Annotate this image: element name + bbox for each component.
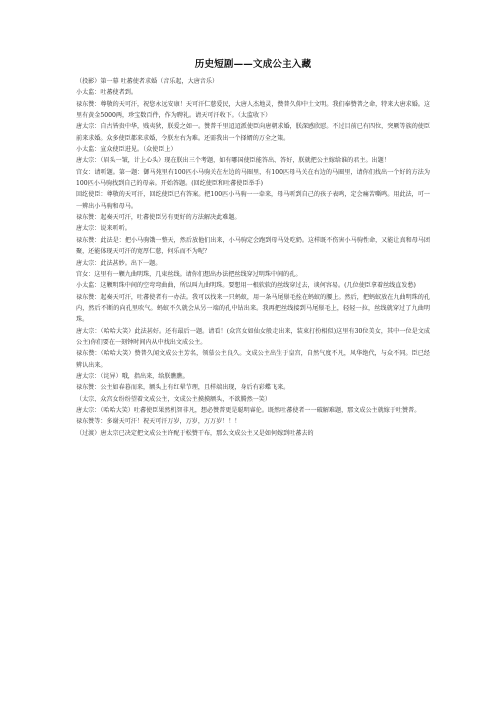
paragraph: 禄东赞等：多谢天可汗！祝天可汗万岁，万岁，万万岁！！！ bbox=[76, 418, 241, 426]
paragraph: 唐太宗：（诧异）哦，指出来，给朕瞧瞧。 bbox=[76, 372, 189, 380]
paragraph: （太宗、众宫女纷纷望着文成公主，文成公主摸摸额头，不欲腾然一笑） bbox=[76, 395, 271, 403]
paragraph: （过渡）唐太宗已决定把文成公主许配于松赞干布，那么文成公主又是如何嫁到吐蕃去的 bbox=[76, 429, 314, 437]
paragraph: 禄东赞：起奏天可汗，吐蕃使臣另有更好的方法解决此难题。 bbox=[76, 214, 241, 222]
paragraph: 禄东赞：此法是：把小马驹饿一整天，然后放他们出来，小马驹定会跑到母马处吃奶。这样既不伤害小马驹性命，又能让真和母马团聚，还能体现天可汗的宽厚仁慈，何乐而不为呢？ bbox=[76, 236, 430, 256]
paragraph: 小太监：宣众使臣进见。（众使臣上） bbox=[76, 146, 177, 154]
paragraph: 禄东赞：起奏天可汗，吐蕃使者有一办法。我可以找来一只蚂蚁，用一条马尾鬃毛拴在蚂蚁的腰上。然后，把蚂蚁放在九曲明珠的孔内，然后不断的向孔里吹气。蚂蚁不久就会从另一端的孔中钻出来。我再把丝线接到马尾鬃毛上，轻轻一拉，丝线就穿过了九曲明珠。 bbox=[76, 293, 430, 324]
paragraph: 唐太宗：此法甚妙。出下一题。 bbox=[76, 259, 162, 267]
document-body bbox=[76, 76, 430, 439]
paragraph: 宫女：这里有一颗九曲明珠，几束丝线。请你们想出办法把丝线穿过明珠中间的孔。 bbox=[76, 270, 302, 278]
paragraph: 小太监：吐蕃使者到。 bbox=[76, 89, 137, 97]
paragraph: 唐太宗：自古皆贵中华，贱夷狄，朕爱之如一。赞普千里迢迢派使臣向唐朝求婚，朕深感欣慰。不过目前已有四位，突厥等族的使臣前来求婚。众多使臣都来求婚，令朕左右为难。还需我出一个择婿的万全之策。 bbox=[76, 123, 430, 142]
paragraph: 回纥使臣：尊敬的天可汗，回纥使臣已有答案。把100匹小马驹一一牵来，母马听到自己的孩子表鸣，定会痛苦嘶鸣。用此法，可一一辨出小马驹和母马。 bbox=[76, 191, 430, 210]
paragraph: 唐太宗：（眉头一皱，计上心头）现在朕出三个考题，如有哪国使臣能答出、答好，朕就把公主嫁给谁的君主。出题！ bbox=[76, 157, 390, 165]
paragraph: 禄东赞：（哈哈大笑）赞普久闻文成公主芳名，领慕公主良久。文成公主出生于皇宫，自然气度不凡，风华绝代，与众不同。臣已经辨认出来。 bbox=[76, 350, 430, 369]
paragraph: 宫女：请听题。第一题：御马苑里有100匹小马驹关在左边的马圈里，有100匹母马关在右边的马圈里，请你们找出一个好的方法为100匹小马驹找到自己的母亲。开始答题。(回纥使臣和吐蕃使臣举手) bbox=[76, 168, 430, 188]
paragraph: 唐太宗：（哈哈大笑）此法甚好。还有最后一题。请看！(众宫女如仙女般走出来，装束打扮相似)这里有30位美女，其中一位是文成公主)你们要在一刻钟时间内从中找出文成公主。 bbox=[76, 327, 430, 346]
paragraph: （投影）第一幕 吐蕃使者求婚（音乐起，大唐音乐） bbox=[76, 78, 219, 85]
paragraph: 小太监：这颗明珠中间的空弯弯曲曲，所以叫九曲明珠。要想用一根软软的丝线穿过去，谈何容易。(几位使臣拿着丝线直发愁) bbox=[76, 282, 416, 290]
paragraph: 唐太宗：说来听听。 bbox=[76, 225, 131, 233]
paragraph: 禄东赞：尊敬的天可汗，祝您永远安康！天可汗仁慈爱民，大唐人杰地灵，赞普久仰中土文明。我们奉赞普之命，特来大唐求婚。这里有黄金5000两，珍宝数百件，作为聘礼。请天可汗收下。（太监收下） bbox=[76, 100, 430, 120]
document-title: 历史短剧——文成公主入藏 bbox=[194, 59, 312, 70]
paragraph: 唐太宗：（哈哈大笑）吐蕃使臣果然机智非凡，想必赞普更是聪明睿伦。既然吐蕃使者一一破解难题，那文成公主就嫁于吐赞普。 bbox=[76, 406, 421, 414]
paragraph: 禄东赞：公主如春暮而来，额头上有红晕节理，且样端出现，身后有彩蝶飞来。 bbox=[76, 384, 290, 392]
